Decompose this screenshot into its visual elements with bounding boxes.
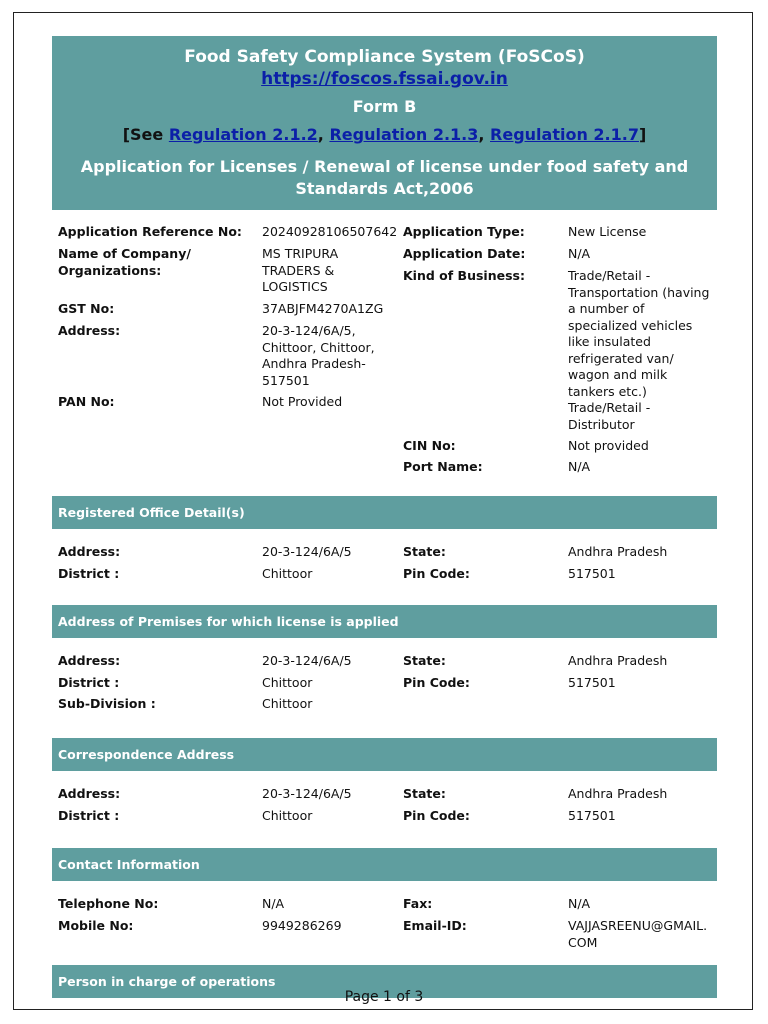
prem-state-label: State:: [403, 653, 446, 668]
ref-no-label: Application Reference No:: [58, 224, 242, 239]
section-correspondence: Correspondence Address: [52, 738, 717, 771]
section-premises: Address of Premises for which license is applied: [52, 605, 717, 638]
reg-district-value: Chittoor: [262, 566, 313, 581]
reg-pin-label: Pin Code:: [403, 566, 470, 581]
section-contact: Contact Information: [52, 848, 717, 881]
address-value: 20-3-124/6A/5, Chittoor, Chittoor, Andhra Pradesh-517501: [262, 323, 375, 388]
prem-address-value: 20-3-124/6A/5: [262, 653, 352, 668]
prem-district-value: Chittoor: [262, 675, 313, 690]
section-registered-office: Registered Office Detail(s): [52, 496, 717, 529]
section-operations: Person in charge of operations: [52, 965, 717, 998]
corr-state-value: Andhra Pradesh: [568, 786, 668, 801]
port-label: Port Name:: [403, 459, 483, 474]
reg-address-value: 20-3-124/6A/5: [262, 544, 352, 559]
address-label: Address:: [58, 323, 121, 338]
regulation-separator: ,: [478, 125, 485, 144]
app-date-value: N/A: [568, 246, 591, 261]
corr-pin-value: 517501: [568, 808, 616, 823]
regulation-separator: ,: [317, 125, 324, 144]
regulation-link-2-1-2[interactable]: Regulation 2.1.2: [168, 125, 318, 144]
email-value: VAJJASREENU@GMAIL.COM: [568, 918, 708, 950]
page-number: Page 1 of 3: [344, 989, 424, 1005]
business-kind-value: [562, 268, 717, 438]
company-value: MS TRIPURA TRADERS & LOGISTICS: [262, 246, 339, 294]
port-value: N/A: [568, 459, 591, 474]
fax-value: N/A: [568, 896, 591, 911]
corr-address-label: Address:: [58, 786, 121, 801]
document-content: [52, 36, 717, 998]
business-kind-label: Kind of Business:: [403, 268, 525, 283]
fax-label: Fax:: [403, 896, 433, 911]
pan-label: PAN No:: [58, 394, 115, 409]
prem-pin-label: Pin Code:: [403, 675, 470, 690]
corr-state-label: State:: [403, 786, 446, 801]
prem-subdivision-value: Chittoor: [262, 696, 313, 711]
registered-office-details: [52, 544, 717, 588]
business-kind-item: Trade/Retail - Transportation (having a number of specialized vehicles like insulated refrigerated van/ wagon and milk tankers etc.): [568, 268, 710, 399]
telephone-label: Telephone No:: [58, 896, 159, 911]
corr-district-value: Chittoor: [262, 808, 313, 823]
reg-state-value: Andhra Pradesh: [568, 544, 668, 559]
reg-address-label: Address:: [58, 544, 121, 559]
reg-state-label: State:: [403, 544, 446, 559]
regulation-references: [52, 124, 717, 146]
gst-label: GST No:: [58, 301, 115, 316]
application-details: [52, 224, 717, 481]
correspondence-details: [52, 786, 717, 829]
ref-no-value: 20240928106507642: [262, 224, 398, 239]
business-kind-item: Trade/Retail - Distributor: [568, 400, 651, 432]
system-title: Food Safety Compliance System (FoSCoS): [184, 47, 585, 67]
app-date-label: Application Date:: [403, 246, 526, 261]
premises-details: [52, 653, 717, 718]
prem-state-value: Andhra Pradesh: [568, 653, 668, 668]
reg-district-label: District :: [58, 566, 120, 581]
gst-value: 37ABJFM4270A1ZG: [262, 301, 384, 316]
prem-district-label: District :: [58, 675, 120, 690]
corr-district-label: District :: [58, 808, 120, 823]
app-type-value: New License: [568, 224, 647, 239]
mobile-value: 9949286269: [262, 918, 342, 933]
pan-value: Not Provided: [262, 394, 343, 409]
corr-address-value: 20-3-124/6A/5: [262, 786, 352, 801]
corr-pin-label: Pin Code:: [403, 808, 470, 823]
cin-value: Not provided: [568, 438, 649, 453]
foscos-link[interactable]: https://foscos.fssai.gov.in: [261, 69, 508, 89]
application-title: Application for Licenses / Renewal of license under food safety and Standards Act,2006: [80, 157, 689, 198]
email-label: Email-ID:: [403, 918, 467, 933]
contact-details: [52, 896, 717, 957]
prem-pin-value: 517501: [568, 675, 616, 690]
company-label: Name of Company/ Organizations:: [58, 246, 191, 278]
form-name: Form B: [352, 97, 417, 116]
reg-pin-value: 517501: [568, 566, 616, 581]
telephone-value: N/A: [262, 896, 285, 911]
app-type-label: Application Type:: [403, 224, 525, 239]
cin-label: CIN No:: [403, 438, 456, 453]
prem-subdivision-label: Sub-Division :: [58, 696, 156, 711]
regulation-link-2-1-3[interactable]: Regulation 2.1.3: [329, 125, 479, 144]
mobile-label: Mobile No:: [58, 918, 134, 933]
see-prefix: [See: [122, 125, 164, 144]
regulation-link-2-1-7[interactable]: Regulation 2.1.7: [490, 125, 639, 144]
see-suffix: ]: [638, 125, 647, 144]
form-header: [52, 36, 717, 210]
prem-address-label: Address:: [58, 653, 121, 668]
